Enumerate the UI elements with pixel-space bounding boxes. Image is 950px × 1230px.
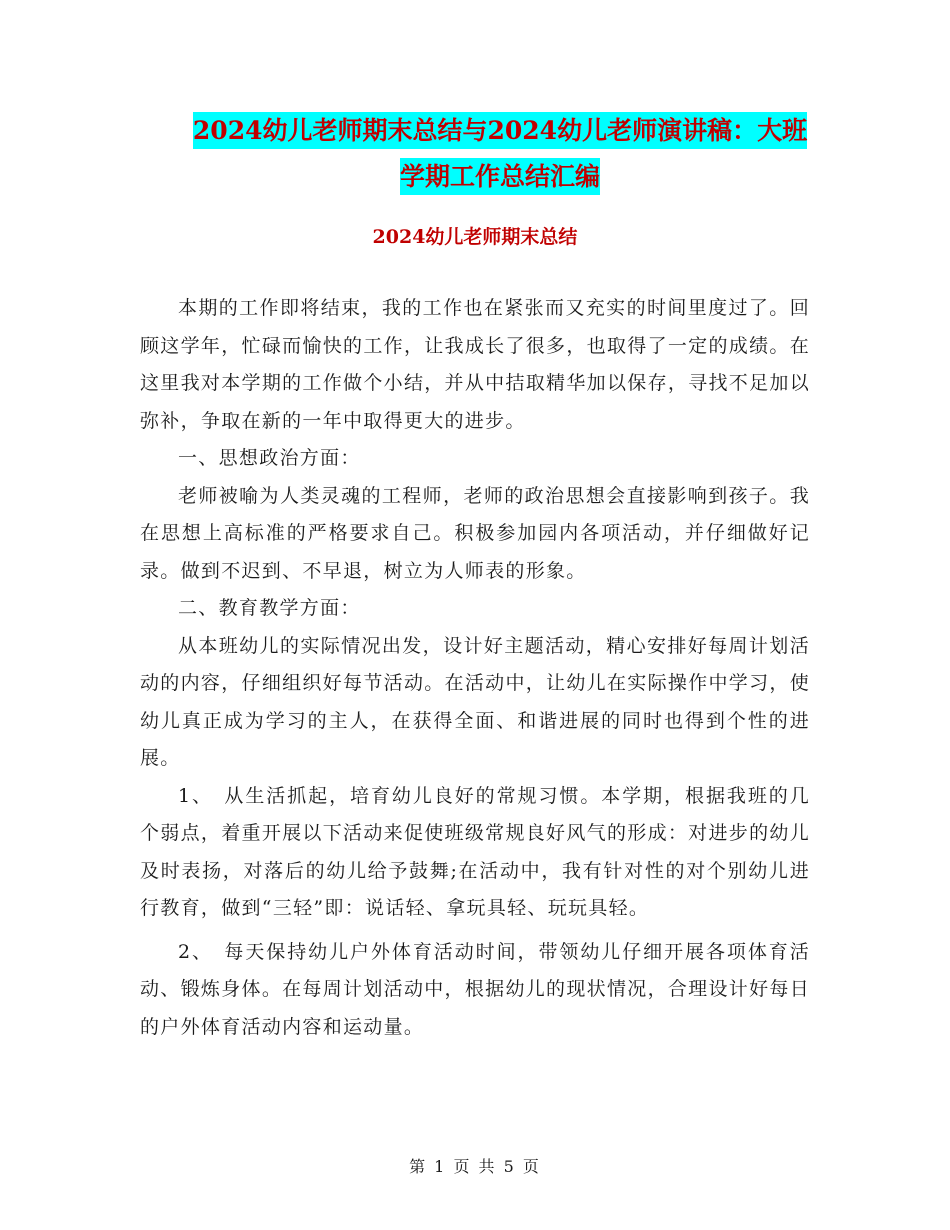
list-item-2: 2、 每天保持幼儿户外体育活动时间，带领幼儿仔细开展各项体育活动、锻炼身体。在每周计划活动中，根据幼儿的现状情况，合理设计好每日的户外体育活动内容和运动量。 (140, 940, 810, 1038)
section-title: 2024幼儿老师期末总结 (372, 226, 578, 248)
list-item-1: 1、 从生活抓起，培育幼儿良好的常规习惯。本学期，根据我班的几个弱点，着重开展以下活动来促使班级常规良好风气的形成：对进步的幼儿及时表扬，对落后的幼儿给予鼓舞;在活动中，我有针对性的对个别幼儿进行教育，做到“三轻”即：说话轻、拿玩具轻、玩玩具轻。 (140, 784, 810, 919)
paragraph-intro: 本期的工作即将结束，我的工作也在紧张而又充实的时间里度过了。回顾这学年，忙碌而愉快的工作，让我成长了很多，也取得了一定的成绩。在这里我对本学期的工作做个小结，并从中拮取精华加以保存，寻找不足加以弥补，争取在新的一年中取得更大的进步。 (140, 297, 810, 432)
heading-politics: 一、思想政治方面： (178, 447, 361, 469)
document-title (140, 108, 860, 200)
page-number-footer: 第 1 页 共 5 页 (409, 1157, 541, 1176)
paragraph-politics: 老师被喻为人类灵魂的工程师，老师的政治思想会直接影响到孩子。我在思想上高标准的严格要求自己。积极参加园内各项活动，并仔细做好记录。做到不迟到、不早退，树立为人师表的形象。 (140, 484, 810, 582)
heading-teaching: 二、教育教学方面： (178, 597, 361, 619)
title-line-1: 2024幼儿老师期末总结与2024幼儿老师演讲稿：大班 (193, 112, 807, 149)
document-body (140, 290, 810, 1046)
title-line-2: 学期工作总结汇编 (400, 158, 600, 195)
paragraph-teaching: 从本班幼儿的实际情况出发，设计好主题活动，精心安排好每周计划活动的内容，仔细组织好每节活动。在活动中，让幼儿在实际操作中学习，使幼儿真正成为学习的主人，在获得全面、和谐进展的同时也得到个性的进展。 (140, 634, 810, 769)
